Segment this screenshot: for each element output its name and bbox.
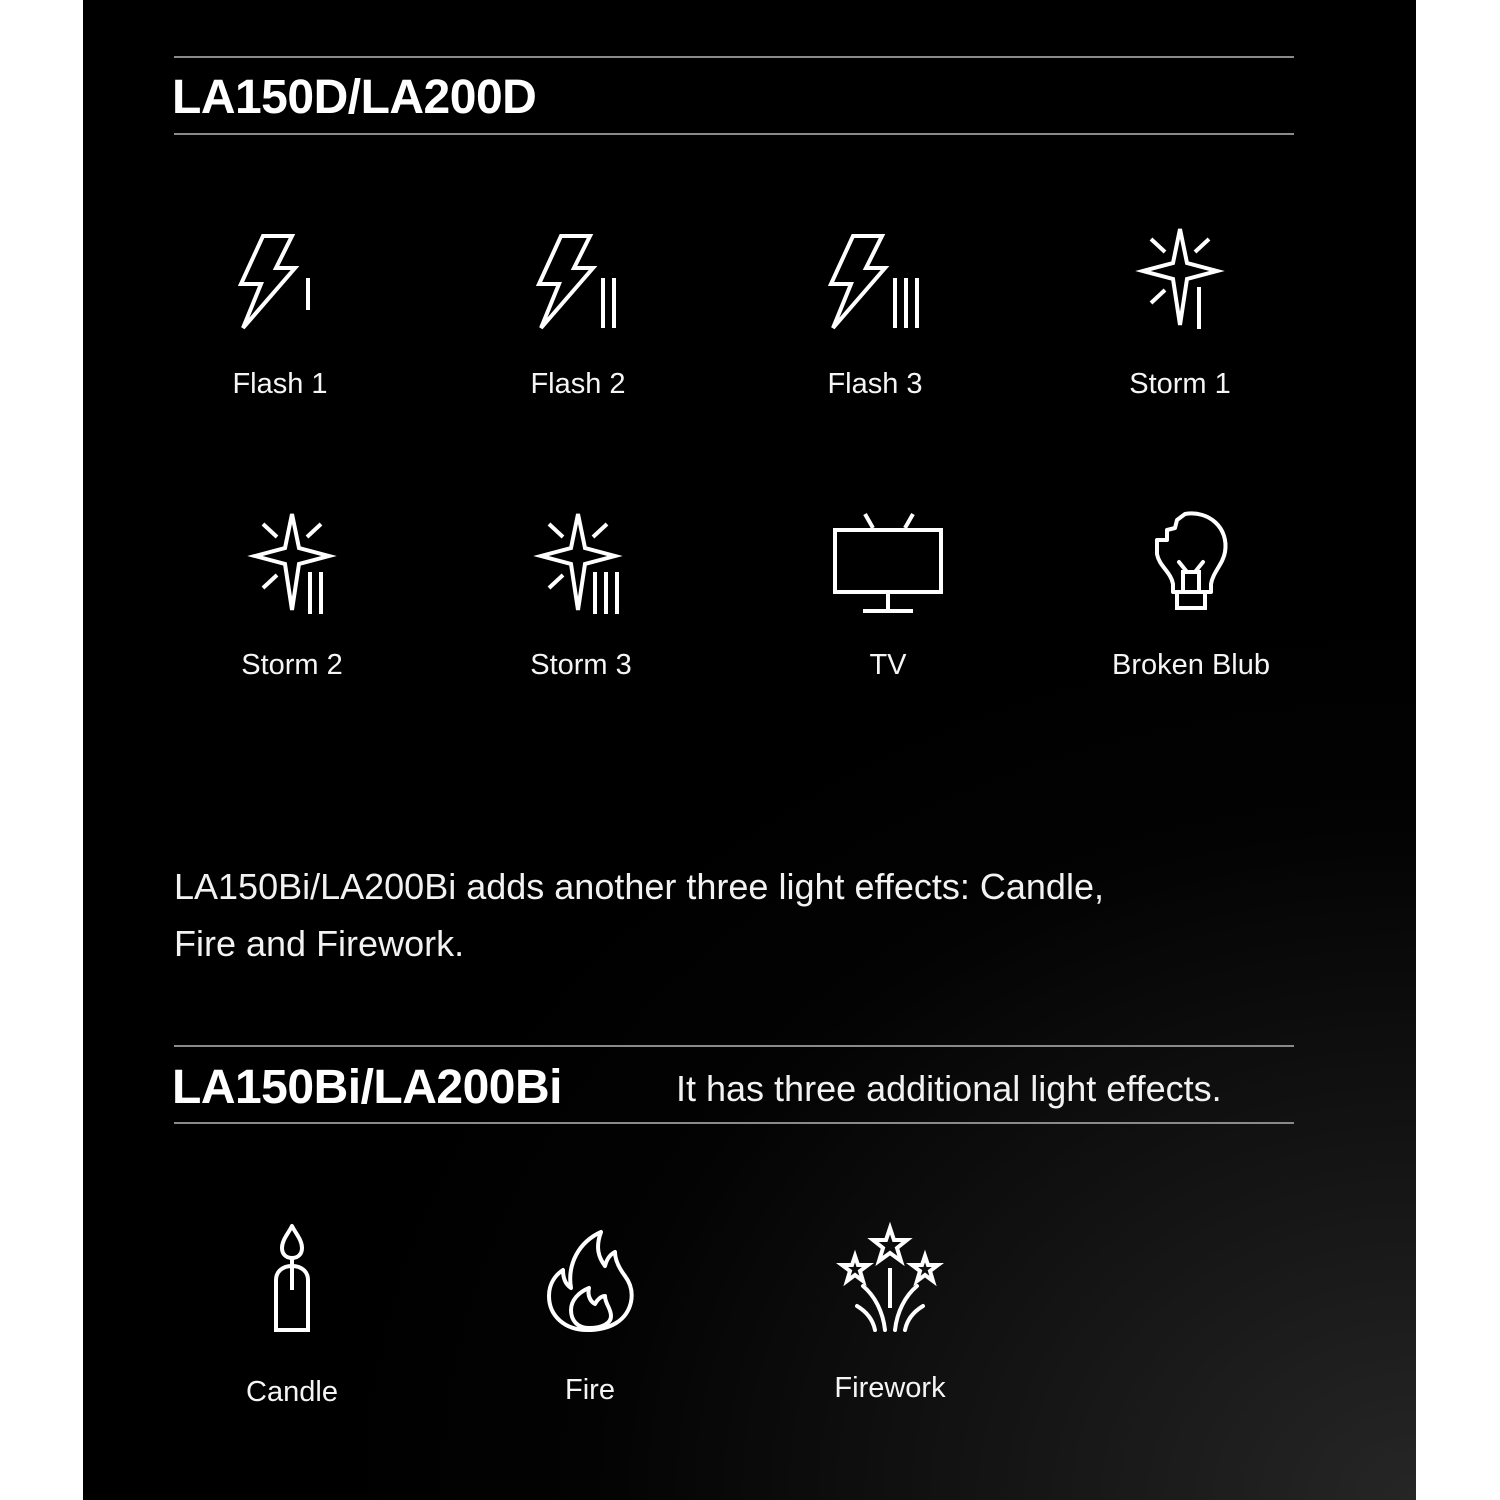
- storm-2-icon: [247, 510, 337, 617]
- effect-candle: [172, 1222, 412, 1407]
- effect-flash-3: [755, 232, 995, 399]
- effect-label: Flash 1: [232, 368, 328, 400]
- firework-icon: [835, 1224, 945, 1334]
- effect-label: Candle: [246, 1376, 338, 1408]
- divider-top: [174, 56, 1294, 58]
- candle-icon: [272, 1222, 312, 1334]
- effect-label: TV: [869, 649, 907, 681]
- divider-top-2: [174, 1045, 1294, 1047]
- section1-title: LA150D/LA200D: [172, 71, 537, 124]
- effect-firework: [770, 1224, 1010, 1403]
- effect-fire: [470, 1228, 710, 1405]
- description-line-1: LA150Bi/LA200Bi adds another three light effects: Candle,: [174, 866, 1104, 907]
- effect-label: Storm 2: [241, 649, 343, 681]
- effect-label: Flash 2: [530, 368, 626, 400]
- effect-flash-2: [458, 232, 698, 399]
- flash-2-icon: [533, 232, 623, 332]
- effect-storm-2: [172, 510, 412, 680]
- flash-3-icon: [825, 232, 925, 332]
- effect-label: Storm 3: [530, 649, 632, 681]
- storm-1-icon: [1135, 225, 1225, 332]
- effect-tv: [768, 510, 1008, 680]
- effect-flash-1: [160, 232, 400, 399]
- effect-storm-3: [461, 510, 701, 680]
- effect-label: Fire: [565, 1374, 615, 1406]
- flash-1-icon: [235, 232, 325, 332]
- effect-label: Storm 1: [1129, 368, 1231, 400]
- fire-icon: [545, 1228, 635, 1334]
- divider-bottom-2: [174, 1122, 1294, 1124]
- tv-icon: [831, 510, 945, 617]
- description-paragraph: [174, 858, 1294, 972]
- effect-label: Firework: [834, 1372, 946, 1404]
- effect-label: Broken Blub: [1112, 649, 1270, 681]
- effect-label: Flash 3: [827, 368, 923, 400]
- description-line-2: Fire and Firework.: [174, 923, 465, 964]
- section2-title: LA150Bi/LA200Bi: [172, 1061, 562, 1114]
- storm-3-icon: [533, 510, 629, 617]
- section2-subtitle: It has three additional light effects.: [676, 1068, 1222, 1109]
- effect-broken-bulb: [1071, 510, 1311, 680]
- divider-bottom: [174, 133, 1294, 135]
- broken-bulb-icon: [1151, 510, 1231, 617]
- effect-storm-1: [1060, 225, 1300, 399]
